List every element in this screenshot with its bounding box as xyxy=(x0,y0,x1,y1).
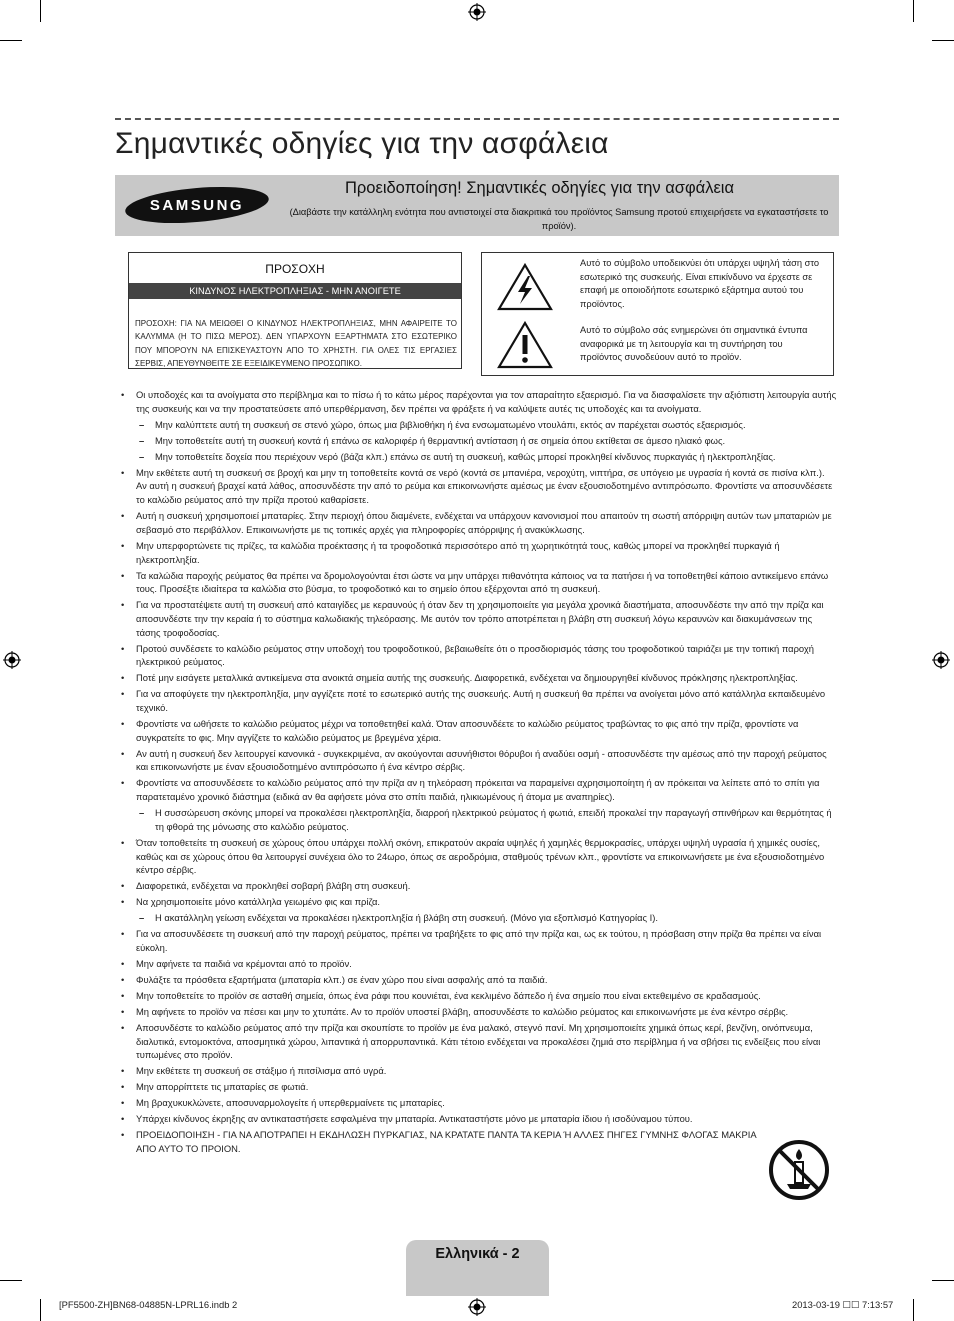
list-item: • Μην υπερφορτώνετε τις πρίζες, τα καλώδια προέκτασης ή τα τροφοδοτικά περισσότερο από τη χωρητικότητά τους, καθώς μπορεί να προκληθεί πυρκαγιά ή ηλεκτροπληξία. xyxy=(121,539,837,566)
registration-mark-icon xyxy=(932,651,950,669)
crop-mark xyxy=(0,1280,22,1281)
list-item: • Όταν τοποθετείτε τη συσκευή σε χώρους όπου υπάρχει πολλή σκόνη, επικρατούν ακραία υψηλές ή χαμηλές θερμοκρασίες, υπάρχει υψηλή υγρασία ή χημικές ουσίες, καθώς και σε χώρους όπου θα λειτουργεί συνέχεια όλο το 24ωρο, όπως σε αεροδρόμια, σταθμούς τρένων κλπ., φροντίστε να επικοινωνήσετε με ένα εξουσιοδοτημένο κέντρο σέρβις. xyxy=(121,836,837,877)
list-item: • Για να προστατέψετε αυτή τη συσκευή από καταιγίδες με κεραυνούς ή όταν δεν τη χρησιμοποιείτε για μεγάλα χρονικά διαστήματα, αποσυνδέστε την από την πρίζα και αποσυνδέστε την την κεραία ή το σύστημα καλωδιακής τηλεόρασης. Με αυτόν τον τρόπο αποτρέπεται η βλάβη στη συσκευή λόγω κεραυνών και διακυμάνσεων της τάσης τροφοδοσίας. xyxy=(121,598,837,639)
caution-warning-bar: ΚΙΝΔΥΝΟΣ ΗΛΕΚΤΡΟΠΛΗΞΙΑΣ - ΜΗΝ ΑΝΟΙΓΕΤΕ xyxy=(129,283,461,299)
caution-box xyxy=(128,252,462,369)
dashed-rule xyxy=(115,118,839,120)
crop-mark xyxy=(0,40,22,41)
crop-mark xyxy=(40,1299,41,1321)
list-item: • Αποσυνδέστε το καλώδιο ρεύματος από την πρίζα και σκουπίστε το προϊόν με ένα μαλακό, στεγνό πανί. Μη χρησιμοποιείτε χημικά όπως κερί, βενζίνη, οινόπνευμα, διαλυτικά, εντομοκτόνα, αποσμητικά χώρου, λιπαντικά ή απορρυπαντικά. Κάτι τέτοιο ενδέχεται να προκαλέσει ζημιά στο περίβλημα ή να σβήσει τις ενδείξεις που είναι τυπωμένες στο προϊόν. xyxy=(121,1021,837,1062)
logo-text: SAMSUNG xyxy=(149,197,245,214)
list-item: • Προτού συνδέσετε το καλώδιο ρεύματος στην υποδοχή του τροφοδοτικού, βεβαιωθείτε ότι ο προσδιορισμός τάσης του τροφοδοτικού ταιριάζει με την τοπική παροχή ηλεκτρικού ρεύματος. xyxy=(121,642,837,669)
list-item: • Μην αφήνετε τα παιδιά να κρέμονται από το προϊόν. xyxy=(121,957,837,971)
exclamation-warning-icon xyxy=(496,320,554,370)
list-item: • Να χρησιμοποιείτε μόνο κατάλληλα γειωμένο φις και πρίζα. xyxy=(121,895,837,909)
safety-symbols-box xyxy=(481,252,834,376)
page-title: Σημαντικές οδηγίες για την ασφάλεια xyxy=(115,127,609,160)
list-item: • Φροντίστε να ωθήσετε το καλώδιο ρεύματος μέχρι να τοποθετηθεί καλά. Όταν αποσυνδέετε το καλώδιο ρεύματος τραβώντας το φις από την πρίζα, φροντίστε να συγκρατείτε το φις. Μην αγγίζετε το καλώδιο ρεύματος με βρεγμένα χέρια. xyxy=(121,717,837,744)
list-item: • Διαφορετικά, ενδέχεται να προκληθεί σοβαρή βλάβη στη συσκευή. xyxy=(121,879,837,893)
crop-mark xyxy=(932,40,954,41)
list-item: • Μην απορρίπτετε τις μπαταρίες σε φωτιά. xyxy=(121,1080,837,1094)
list-item: • Ποτέ μην εισάγετε μεταλλικά αντικείμενα στα ανοικτά σημεία αυτής της συσκευής. Διαφορετικά, ενδέχεται να δημιουργηθεί κίνδυνος πρόκλησης ηλεκτροπληξίας. xyxy=(121,671,837,685)
list-item: • Αυτή η συσκευή χρησιμοποιεί μπαταρίες. Στην περιοχή όπου διαμένετε, ενδέχεται να υπάρχουν κανονισμοί που απαιτούν τη σωστή απόρριψη αυτών των μπαταριών με σεβασμό στο περιβάλλον. Επικοινωνήστε με τις τοπικές αρχές για πληροφορίες απόρριψης ή ανακύκλωσης. xyxy=(121,509,837,536)
samsung-logo xyxy=(124,185,270,225)
literature-symbol-description: Αυτό το σύμβολο σάς ενημερώνει ότι σημαντικά έντυπα αναφορικά με τη λειτουργία και τη συντήρηση του προϊόντος συνοδεύουν αυτό το προϊόν. xyxy=(580,325,808,363)
crop-mark xyxy=(913,1299,914,1321)
list-item: • Μην τοποθετείτε το προϊόν σε ασταθή σημεία, όπως ένα ράφι που κουνιέται, ένα κεκλιμένο δάπεδο ή ένα σημείο που είναι εκτεθειμένο σε κραδασμούς. xyxy=(121,989,837,1003)
list-item: • ΠΡΟΕΙΔΟΠΟΙΗΣΗ - ΓΙΑ ΝΑ ΑΠΟΤΡΑΠΕΙ Η ΕΚΔΗΛΩΣΗ ΠΥΡΚΑΓΙΑΣ, ΝΑ ΚΡΑΤΑΤΕ ΠΑΝΤΑ ΤΑ ΚΕΡΙΑ Ή ΑΛΛΕΣ ΠΗΓΕΣ ΓΥΜΝΗΣ ΦΛΟΓΑΣ ΜΑΚΡΙΑ ΑΠΟ ΑΥΤΟ ΤΟ ΠΡΟΙΟΝ. xyxy=(121,1128,761,1155)
crop-mark xyxy=(40,0,41,22)
list-item: • Για να αποφύγετε την ηλεκτροπληξία, μην αγγίζετε ποτέ το εσωτερικό αυτής της συσκευής. Αυτή η συσκευή θα πρέπει να ανοίγεται μόνο από κατάλληλα εκπαιδευμένο τεχνικό. xyxy=(121,687,837,714)
list-item: • Μην εκθέτετε τη συσκευή σε στάξιμο ή πιτσίλισμα από υγρά. xyxy=(121,1064,837,1078)
registration-mark-icon xyxy=(468,1298,486,1316)
caution-text: ΠΡΟΣΟΧΗ: ΓΙΑ ΝΑ ΜΕΙΩΘΕΙ Ο ΚΙΝΔΥΝΟΣ ΗΛΕΚΤΡΟΠΛΗΞΙΑΣ, ΜΗΝ ΑΦΑΙΡΕΙΤΕ ΤΟ ΚΑΛΥΜΜΑ (Η ΤΟ ΠΙΣΩ ΜΕΡΟΣ). ΔΕΝ ΥΠΑΡΧΟΥΝ ΕΞΑΡΤΗΜΑΤΑ ΣΤΟ ΕΣΩΤΕΡΙΚΟ ΠΟΥ ΜΠΟΡΟΥΝ ΝΑ ΕΠΙΣΚΕΥΑΣΤΟΥΝ ΑΠΟ ΤΟ ΧΡΗΣΤΗ. ΓΙΑ ΟΛΕΣ ΤΙΣ ΕΡΓΑΣΙΕΣ ΣΕΡΒΙΣ, ΑΠΕΥΘΥΝΘΕΙΤΕ ΣΕ ΕΞΕΙΔΙΚΕΥΜΕΝΟ ΠΡΟΣΩΠΙΚΟ. xyxy=(135,319,457,368)
footer-filename: [PF5500-ZH]BN68-04885N-LPRL16.indb 2 xyxy=(59,1299,238,1310)
list-item: • Μην εκθέτετε αυτή τη συσκευή σε βροχή και μην τη τοποθετείτε κοντά σε νερό (κοντά σε μπανιέρα, νεροχύτη, νιπτήρα, σε υπόγειο με υγρασία ή κοντά σε πισίνα κλπ.). Αν αυτή η συσκευή βραχεί κατά λάθος, αποσυνδέστε την από το ρεύμα και επικοινωνήστε αμέσως με έναν εξουσιοδοτημένο αντιπρόσωπο. Φροντίστε να αποσυνδέσετε το καλώδιο ρεύματος από την πρίζα προτού καθαρίσετε. xyxy=(121,466,837,507)
registration-mark-icon xyxy=(3,651,21,669)
list-subitem: – Μην τοποθετείτε δοχεία που περιέχουν νερό (βάζα κλπ.) επάνω σε αυτή τη συσκευή, καθώς μπορεί προκληθεί κίνδυνος πυρκαγιάς ή ηλεκτροπληξίας. xyxy=(121,450,837,464)
crop-mark xyxy=(932,1280,954,1281)
list-item: • Μη βραχυκυκλώνετε, αποσυναρμολογείτε ή υπερθερμαίνετε τις μπαταρίες. xyxy=(121,1096,837,1110)
no-open-flame-icon xyxy=(768,1139,830,1201)
footer-timestamp: 2013-03-19 ☐☐ 7:13:57 xyxy=(792,1299,894,1310)
safety-instructions-list xyxy=(121,388,837,1158)
list-subitem: – Η συσσώρευση σκόνης μπορεί να προκαλέσει ηλεκτροπληξία, διαρροή ηλεκτρικού ρεύματος ή φωτιά, επειδή προκαλεί την παραγωγή σπινθήρων και θερμότητας ή τη φθορά της μόνωσης στο καλώδιο ρεύματος. xyxy=(121,806,837,833)
crop-mark xyxy=(913,0,914,22)
high-voltage-description: Αυτό το σύμβολο υποδεικνύει ότι υπάρχει υψηλή τάση στο εσωτερικό της συσκευής. Είναι επικίνδυνο να έρχεστε σε επαφή με οποιοδήποτε εσωτερικό εξάρτημα αυτού του προϊόντος. xyxy=(580,258,820,309)
caution-title: ΠΡΟΣΟΧΗ xyxy=(265,262,325,276)
list-item: • Για να αποσυνδέσετε τη συσκευή από την παροχή ρεύματος, πρέπει να τραβήξετε το φις από την πρίζα και, ως εκ τούτου, η πρόσβαση στην πρίζα θα πρέπει να είναι εύκολη. xyxy=(121,927,837,954)
high-voltage-warning-icon xyxy=(496,262,554,312)
list-item: • Φυλάξτε τα πρόσθετα εξαρτήματα (μπαταρία κλπ.) σε έναν χώρο που είναι ασφαλής από τα παιδιά. xyxy=(121,973,837,987)
banner-title: Προειδοποίηση! Σημαντικές οδηγίες για την ασφάλεια xyxy=(345,179,735,197)
warning-banner xyxy=(115,175,839,236)
registration-mark-icon xyxy=(468,3,486,21)
list-item: • Φροντίστε να αποσυνδέσετε το καλώδιο ρεύματος από την πρίζα αν η τηλεόραση πρόκειται να παραμείνει αχρησιμοποίητη ή αν πρόκειται να λείπετε από το σπίτι για παρατεταμένο χρονικό διάστημα (ειδικά αν θα αφήσετε μόνα στο σπίτι παιδιά, ηλικιωμένους ή άτομα με αναπηρίες). xyxy=(121,776,837,803)
page-number-tab xyxy=(406,1240,549,1296)
list-item: • Τα καλώδια παροχής ρεύματος θα πρέπει να δρομολογούνται έτσι ώστε να μην υπάρχει πιθανότητα κάποιος να τα πατήσει ή να τοποθετηθεί κάποιο αντικείμενο επάνω τους. Προσέξτε ιδιαίτερα τα καλώδια στο βύσμα, το τροφοδοτικό και το σημείο όπου εξέρχονται από τη συσκευή. xyxy=(121,569,837,596)
list-subitem: – Μην καλύπτετε αυτή τη συσκευή σε στενό χώρο, όπως μια βιβλιοθήκη ή ένα ενσωματωμένο ντουλάπι, εκτός αν παρέχεται σωστός εξαερισμός. xyxy=(121,418,837,432)
page-number: Ελληνικά - 2 xyxy=(435,1246,520,1262)
list-item: • Μη αφήνετε το προϊόν να πέσει και μην το χτυπάτε. Αν το προϊόν υποστεί βλάβη, αποσυνδέστε το καλώδιο ρεύματος και επικοινωνήστε με ένα κέντρο σέρβις. xyxy=(121,1005,837,1019)
list-item: • Αν αυτή η συσκευή δεν λειτουργεί κανονικά - συγκεκριμένα, αν ακούγονται ασυνήθιστοι θόρυβοι ή αναδύει οσμή - αποσυνδέστε την αμέσως από την παροχή ρεύματος και επικοινωνήστε με έναν εξουσιοδοτημένο αντιπρόσωπο ή ένα κέντρο σέρβις. xyxy=(121,747,837,774)
list-item: • Υπάρχει κίνδυνος έκρηξης αν αντικαταστήσετε εσφαλμένα την μπαταρία. Αντικαταστήστε μόνο με μπαταρία ίδιου ή ισοδύναμου τύπου. xyxy=(121,1112,837,1126)
list-subitem: – Μην τοποθετείτε αυτή τη συσκευή κοντά ή επάνω σε καλοριφέρ ή θερμαντική αντίσταση ή σε σημεία όπου εκτίθεται σε άμεσο ηλιακό φως. xyxy=(121,434,837,448)
banner-subtitle: (Διαβάστε την κατάλληλη ενότητα που αντιστοιχεί στα διακριτικά του προϊόντος Samsung προτού επιχειρήσετε να εγκαταστήσετε το προϊόν). xyxy=(289,207,829,231)
list-item: • Οι υποδοχές και τα ανοίγματα στο περίβλημα και το πίσω ή το κάτω μέρος παρέχονται για τον απαραίτητο εξαερισμό. Για να διασφαλίσετε την αξιόπιστη λειτουργία αυτής της συσκευής και να την προστατεύσετε από υπερθέρμανση, δεν πρέπει να φράξετε ή να καλύψετε αυτές τις υποδοχές και τα ανοίγματα. xyxy=(121,388,837,415)
list-subitem: – Η ακατάλληλη γείωση ενδέχεται να προκαλέσει ηλεκτροπληξία ή βλάβη στη συσκευή. (Μόνο για εξοπλισμό Κατηγορίας I). xyxy=(121,911,837,925)
